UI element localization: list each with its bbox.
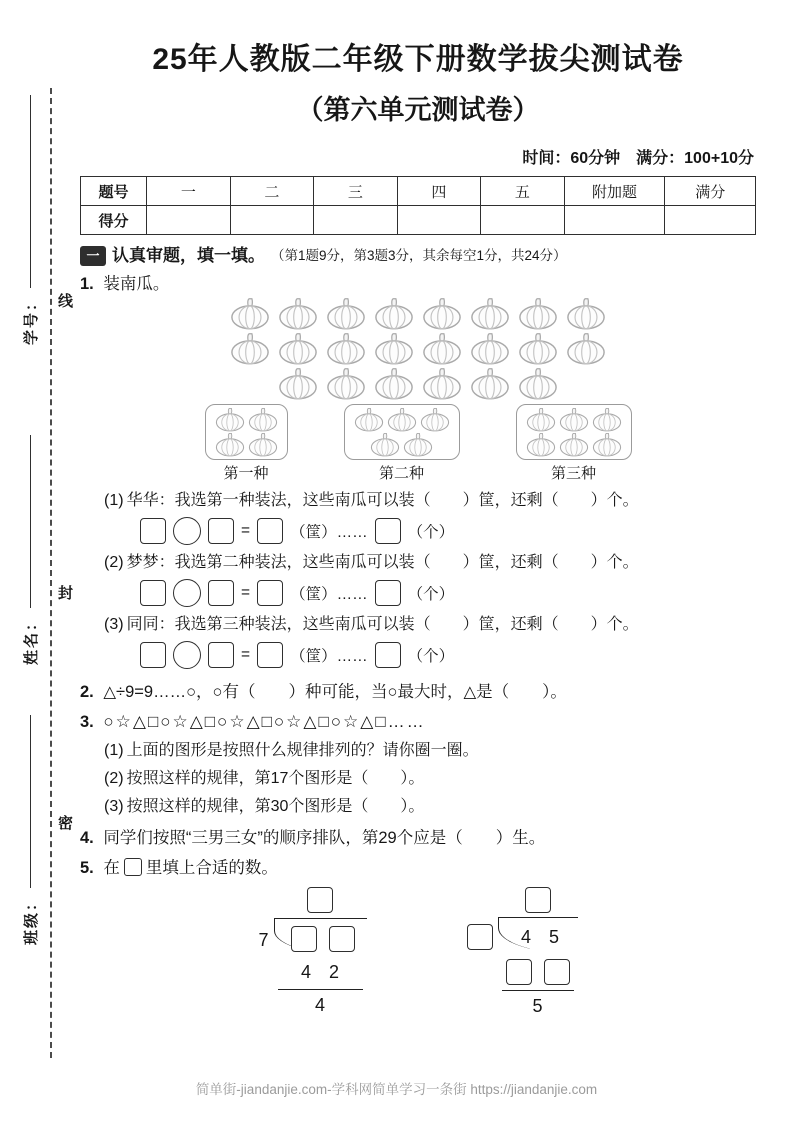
answer-box[interactable] bbox=[257, 642, 283, 668]
basket-label: 第一种 bbox=[223, 465, 269, 482]
section-number-badge: 一 bbox=[80, 246, 106, 266]
pumpkin-icon bbox=[278, 332, 318, 365]
remainder-digit: 4 bbox=[314, 994, 325, 1015]
col-section-1: 一 bbox=[147, 177, 231, 206]
pumpkin-icon bbox=[422, 367, 462, 400]
q1-part-3-equation bbox=[140, 641, 756, 669]
pumpkin-icon bbox=[518, 367, 558, 400]
answer-box[interactable] bbox=[257, 518, 283, 544]
name-writing-line[interactable] bbox=[30, 435, 31, 608]
dividend-area: 4 5 bbox=[498, 917, 578, 954]
pumpkin-icon bbox=[470, 367, 510, 400]
question-3 bbox=[80, 711, 756, 733]
unit-kuang: （筐）…… bbox=[290, 524, 368, 541]
time-and-score-info: 时间：60分钟 满分：100+10分 bbox=[522, 150, 754, 167]
unit-kuang: （筐）…… bbox=[290, 586, 368, 603]
pumpkin-icon bbox=[326, 332, 366, 365]
equals-sign: = bbox=[241, 646, 251, 663]
product-row: 4 2 bbox=[278, 957, 363, 990]
question-1-number: 1. bbox=[80, 275, 94, 293]
pumpkin-icon bbox=[248, 432, 278, 457]
basket-label: 第三种 bbox=[550, 465, 596, 482]
pumpkin-icon bbox=[422, 297, 462, 330]
pumpkin-icon bbox=[326, 297, 366, 330]
q1-part-2: (2) 梦梦：我选第二种装法，这些南瓜可以装（ ）筐，还剩（ ）个。 bbox=[104, 554, 639, 571]
score-table bbox=[80, 176, 756, 235]
pumpkin-row bbox=[80, 297, 756, 330]
question-5 bbox=[80, 857, 756, 879]
score-cell[interactable] bbox=[665, 206, 756, 235]
col-section-5: 五 bbox=[481, 177, 565, 206]
pumpkin-icon bbox=[403, 432, 433, 457]
section-1-header bbox=[80, 245, 756, 267]
pumpkin-icon bbox=[470, 332, 510, 365]
student-id-field bbox=[20, 95, 40, 345]
answer-box[interactable] bbox=[140, 580, 166, 606]
answer-box[interactable] bbox=[208, 580, 234, 606]
pumpkin-icon bbox=[374, 332, 414, 365]
equals-sign: = bbox=[241, 584, 251, 601]
seal-dashed-line bbox=[50, 88, 52, 1058]
operator-circle[interactable] bbox=[173, 517, 201, 545]
pumpkin-rows bbox=[80, 297, 756, 400]
q1-part-1-equation bbox=[140, 517, 756, 545]
pumpkin-icon bbox=[518, 297, 558, 330]
pumpkin-icon bbox=[526, 432, 556, 457]
score-cell[interactable] bbox=[147, 206, 231, 235]
answer-box[interactable] bbox=[124, 858, 142, 876]
col-section-4: 四 bbox=[397, 177, 481, 206]
pumpkin-icon bbox=[278, 367, 318, 400]
product-row bbox=[502, 954, 574, 991]
col-bonus: 附加题 bbox=[564, 177, 665, 206]
question-2 bbox=[80, 681, 756, 703]
pumpkin-icon bbox=[374, 297, 414, 330]
unit-kuang: （筐）…… bbox=[290, 648, 368, 665]
dividend-box[interactable] bbox=[291, 926, 317, 952]
name-label: 姓名： bbox=[22, 613, 40, 665]
score-cell[interactable] bbox=[314, 206, 398, 235]
answer-box[interactable] bbox=[140, 518, 166, 544]
basket-option bbox=[344, 404, 460, 483]
question-4-text: 同学们按照“三男三女”的顺序排队，第29个应是（ ）生。 bbox=[103, 829, 546, 847]
remainder-digit: 5 bbox=[532, 996, 543, 1016]
score-cell[interactable] bbox=[481, 206, 565, 235]
seal-char-mi: 密 bbox=[58, 815, 74, 832]
pumpkin-icon bbox=[559, 432, 589, 457]
score-table-score-row bbox=[81, 206, 756, 235]
basket bbox=[516, 404, 632, 460]
question-1 bbox=[80, 273, 756, 295]
q1-parts bbox=[80, 490, 756, 669]
operator-circle[interactable] bbox=[173, 641, 201, 669]
col-question-number: 题号 bbox=[81, 177, 147, 206]
pumpkin-icon bbox=[354, 407, 384, 432]
score-cell[interactable] bbox=[397, 206, 481, 235]
col-total: 满分 bbox=[665, 177, 756, 206]
pumpkin-icon bbox=[592, 432, 622, 457]
q3-part-3: (3) 按照这样的规律，第30个图形是（ ）。 bbox=[104, 798, 425, 815]
pumpkin-row bbox=[80, 332, 756, 365]
basket bbox=[344, 404, 460, 460]
question-2-number: 2. bbox=[80, 683, 94, 701]
answer-box[interactable] bbox=[208, 642, 234, 668]
dividend-box[interactable] bbox=[329, 926, 355, 952]
page-title: 25年人教版二年级下册数学拔尖测试卷 bbox=[152, 43, 684, 76]
pumpkin-icon bbox=[326, 367, 366, 400]
class-field bbox=[20, 715, 40, 945]
division-problem-1 bbox=[258, 887, 366, 1017]
unit-ge: （个） bbox=[407, 586, 455, 603]
unit-ge: （个） bbox=[407, 524, 455, 541]
answer-box[interactable] bbox=[257, 580, 283, 606]
class-label: 班级： bbox=[22, 893, 40, 945]
col-section-2: 二 bbox=[230, 177, 314, 206]
equals-sign: = bbox=[241, 522, 251, 539]
divisor-box[interactable] bbox=[467, 924, 493, 950]
question-5-number: 5. bbox=[80, 859, 94, 877]
pumpkin-icon bbox=[370, 432, 400, 457]
basket bbox=[205, 404, 288, 460]
pumpkin-icon bbox=[278, 297, 318, 330]
shape-pattern: ○☆△□○☆△□○☆△□○☆△□○☆△□…… bbox=[103, 712, 426, 731]
dividend-area bbox=[274, 918, 367, 956]
basket-option bbox=[516, 404, 632, 483]
quotient-box[interactable] bbox=[525, 887, 551, 913]
answer-box[interactable] bbox=[140, 642, 166, 668]
question-1-text: 装南瓜。 bbox=[103, 275, 170, 293]
test-paper-content bbox=[80, 0, 756, 1017]
seal-char-xian: 线 bbox=[58, 293, 74, 310]
product-box[interactable] bbox=[544, 959, 570, 985]
footer-watermark: 简单街-jiandanjie.com-学科网简单学习一条街 https://jiandanjie.com bbox=[195, 1082, 598, 1097]
section-1-points-note: （第1题9分，第3题3分，其余每空1分，共24分） bbox=[271, 248, 567, 263]
q1-part-3: (3) 同同：我选第三种装法，这些南瓜可以装（ ）筐，还剩（ ）个。 bbox=[104, 616, 639, 633]
pumpkin-icon bbox=[470, 297, 510, 330]
score-cell[interactable] bbox=[230, 206, 314, 235]
question-2-text: △÷9=9……○，○有（ ）种可能，当○最大时，△是（ ）。 bbox=[103, 683, 567, 701]
name-field bbox=[20, 435, 40, 665]
question-3-number: 3. bbox=[80, 713, 94, 731]
q3-part-2: (2) 按照这样的规律，第17个图形是（ ）。 bbox=[104, 770, 425, 787]
basket-label: 第二种 bbox=[378, 465, 424, 482]
answer-box[interactable] bbox=[375, 642, 401, 668]
pumpkin-icon bbox=[518, 332, 558, 365]
binding-margin bbox=[0, 0, 78, 1122]
unit-ge: （个） bbox=[407, 648, 455, 665]
class-writing-line[interactable] bbox=[30, 715, 31, 888]
pumpkin-icon bbox=[526, 407, 556, 432]
pumpkin-icon bbox=[559, 407, 589, 432]
pumpkin-icon bbox=[374, 367, 414, 400]
q5-division-problems bbox=[80, 887, 756, 1017]
student-id-writing-line[interactable] bbox=[30, 95, 31, 288]
question-4-number: 4. bbox=[80, 829, 94, 847]
score-table-header-row bbox=[81, 177, 756, 206]
pumpkin-icon bbox=[387, 407, 417, 432]
operator-circle[interactable] bbox=[173, 579, 201, 607]
product-box[interactable] bbox=[506, 959, 532, 985]
divisor-digit: 7 bbox=[258, 929, 269, 950]
q1-part-2-equation bbox=[140, 579, 756, 607]
division-problem-2 bbox=[467, 887, 578, 1017]
score-cell[interactable] bbox=[564, 206, 665, 235]
pumpkin-icon bbox=[248, 407, 278, 432]
question-5-text-after: 里填上合适的数。 bbox=[145, 859, 278, 877]
answer-box[interactable] bbox=[375, 580, 401, 606]
score-row-label: 得分 bbox=[81, 206, 147, 235]
q1-part-1: (1) 华华：我选第一种装法，这些南瓜可以装（ ）筐，还剩（ ）个。 bbox=[104, 492, 639, 509]
basket-options bbox=[80, 404, 756, 483]
pumpkin-icon bbox=[215, 407, 245, 432]
question-5-text-before: 在 bbox=[103, 859, 120, 877]
q3-part-1: (1) 上面的图形是按照什么规律排列的？请你圈一圈。 bbox=[104, 742, 479, 759]
answer-box[interactable] bbox=[375, 518, 401, 544]
pumpkin-icon bbox=[422, 332, 462, 365]
pumpkin-icon bbox=[592, 407, 622, 432]
pumpkin-icon bbox=[230, 297, 270, 330]
pumpkin-icon bbox=[566, 297, 606, 330]
pumpkin-icon bbox=[215, 432, 245, 457]
pumpkin-icon bbox=[420, 407, 450, 432]
question-4 bbox=[80, 827, 756, 849]
answer-box[interactable] bbox=[208, 518, 234, 544]
pumpkin-row bbox=[80, 367, 756, 400]
basket-option bbox=[205, 404, 288, 483]
section-1-title: 认真审题，填一填。 bbox=[112, 246, 265, 265]
col-section-3: 三 bbox=[314, 177, 398, 206]
seal-char-feng: 封 bbox=[58, 585, 74, 602]
pumpkin-icon bbox=[230, 332, 270, 365]
quotient-box[interactable] bbox=[307, 887, 333, 913]
pumpkin-icon bbox=[566, 332, 606, 365]
page-subtitle: （第六单元测试卷） bbox=[296, 95, 540, 125]
student-id-label: 学号： bbox=[22, 293, 40, 345]
